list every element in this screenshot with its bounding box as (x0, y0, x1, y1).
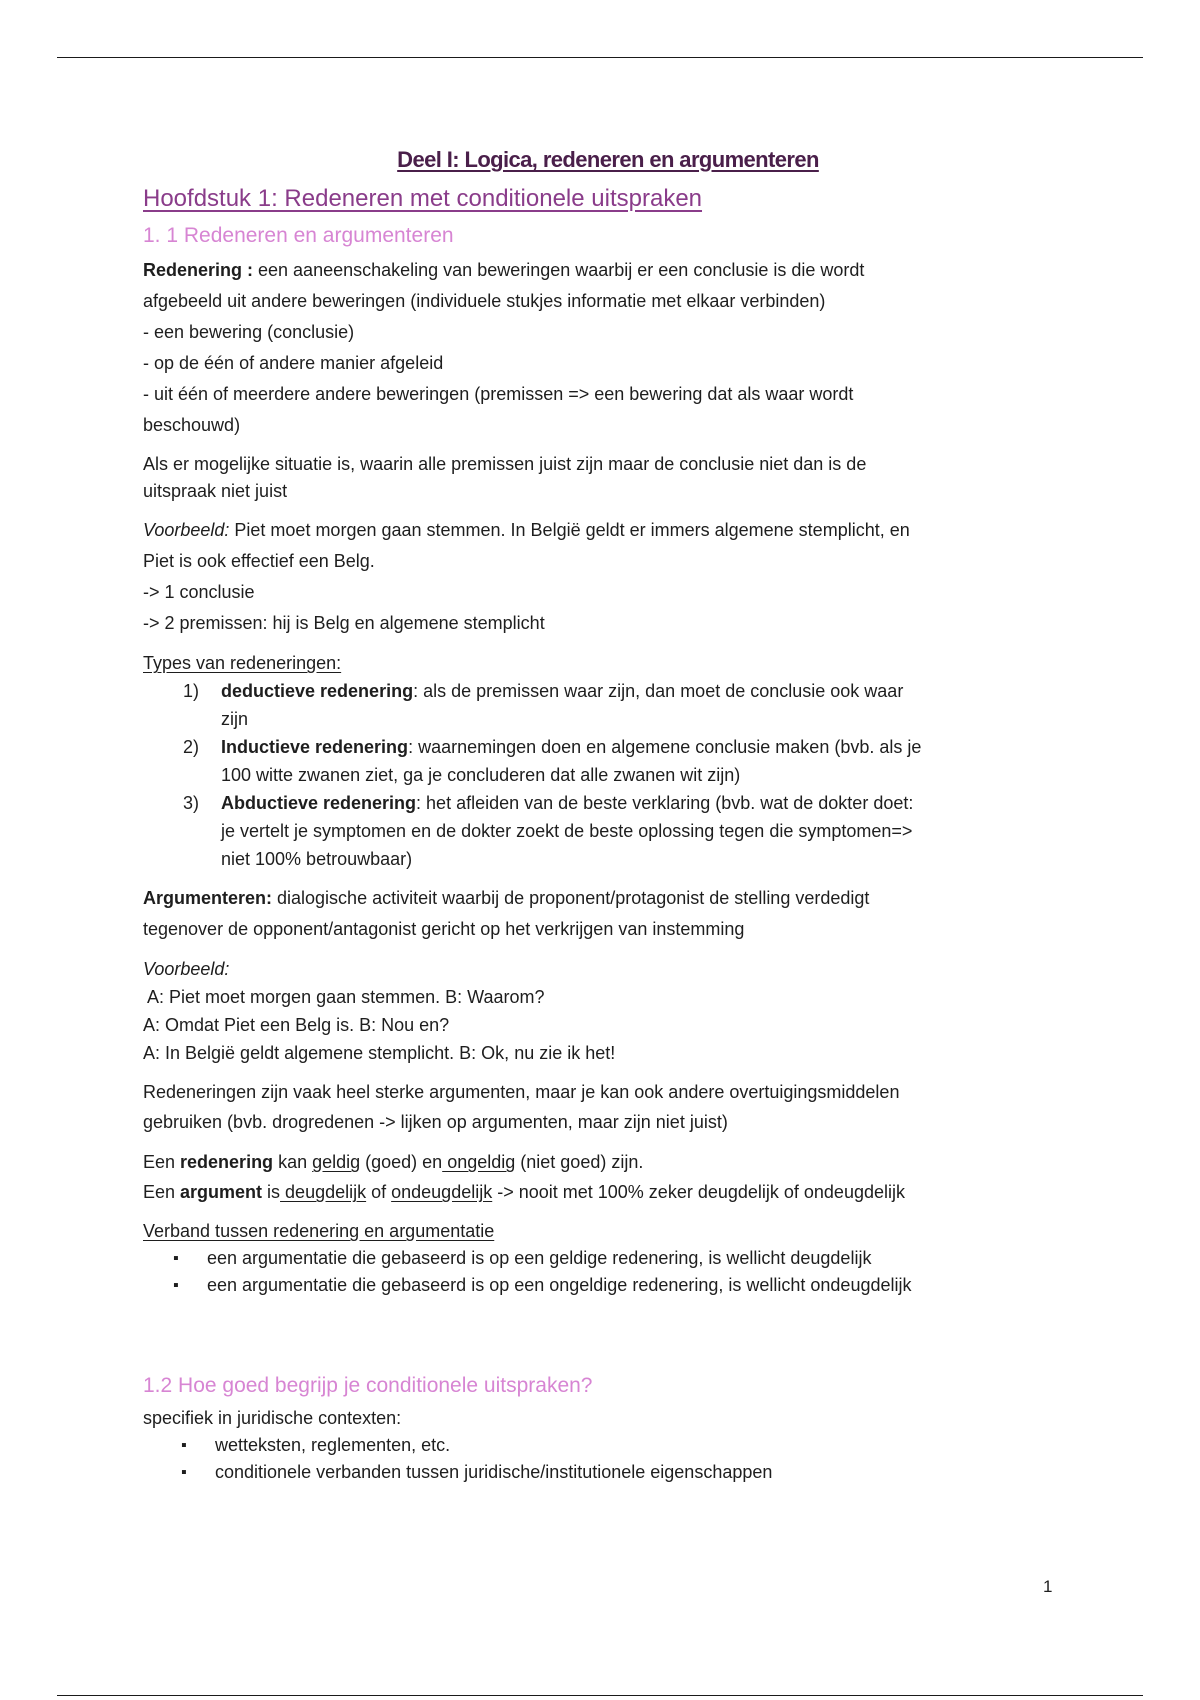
redenering-line: beschouwd) (143, 415, 241, 435)
example2-label (143, 955, 1073, 983)
example-arrow-1: -> 1 conclusie (143, 582, 255, 602)
type-text: : waarnemingen doen en algemene conclusie maken (bvb. als je (408, 737, 922, 757)
document-page (143, 140, 1073, 1486)
argumenteren-def-2: tegenover de opponent/antagonist gericht op het verkrijgen van instemming (143, 919, 745, 939)
square-bullet-icon: ▪ (181, 1437, 187, 1454)
text-fragment: -> nooit met 100% zeker deugdelijk of ondeugdelijk (492, 1182, 905, 1202)
example2-label-text: Voorbeeld: (143, 959, 230, 979)
geldig-underlined: geldig (312, 1152, 361, 1172)
example-arrow-2: -> 2 premissen: hij is Belg en algemene stemplicht (143, 613, 545, 633)
deugdelijk-line (143, 1177, 1073, 1207)
verband-item: een argumentatie die gebaseerd is op een ongeldige redenering, is wellicht ondeugdelijk (207, 1275, 912, 1295)
sterk-line-2: gebruiken (bvb. drogredenen -> lijken op argumenten, maar zijn niet juist) (143, 1112, 728, 1132)
argument-bold: argument (180, 1182, 263, 1202)
text-fragment: is (262, 1182, 281, 1202)
footer-rule (57, 1695, 1143, 1696)
verband-item: een argumentatie die gebaseerd is op een geldige redenering, is wellicht deugdelijk (207, 1248, 872, 1268)
header-rule (57, 57, 1143, 58)
verband-heading: Verband tussen redenering en argumentatie (143, 1221, 495, 1241)
types-list (143, 677, 1073, 873)
list-item (143, 677, 1073, 733)
redenering-def-1: een aaneenschakeling van beweringen waarbij er een conclusie is die wordt (253, 260, 865, 280)
list-number: 2) (183, 737, 200, 757)
part-title: Deel I: Logica, redeneren en argumenteren (397, 147, 819, 172)
list-number: 3) (183, 793, 200, 813)
redenering-bold: redenering (180, 1152, 274, 1172)
ongeldig-underlined: ongeldig (442, 1152, 516, 1172)
argumenteren-term: Argumenteren: (143, 888, 273, 908)
ondeugdelijk-underlined: ondeugdelijk (391, 1182, 493, 1202)
type-text: niet 100% betrouwbaar) (221, 849, 413, 869)
situatie-line-2: uitspraak niet juist (143, 481, 288, 501)
chapter-title: Hoofdstuk 1: Redeneren met conditionele uitspraken (143, 185, 703, 212)
text-fragment: Een (143, 1152, 181, 1172)
types-heading: Types van redeneringen: (143, 653, 342, 673)
text-fragment: (goed) en (360, 1152, 443, 1172)
text-fragment: kan (273, 1152, 313, 1172)
section-1-2-list (143, 1432, 1073, 1486)
list-item (143, 733, 1073, 789)
list-item (143, 1432, 1073, 1459)
example-label: Voorbeeld: (143, 520, 230, 540)
list-item (143, 1459, 1073, 1486)
text-fragment: Een (143, 1182, 181, 1202)
list-item (143, 1272, 1073, 1299)
redenering-definition (143, 255, 1073, 286)
redenering-def-2: afgebeeld uit andere beweringen (individuele stukjes informatie met elkaar verbinden) (143, 291, 826, 311)
redenering-line: - op de één of andere manier afgeleid (143, 353, 444, 373)
redenering-term: Redenering : (143, 260, 254, 280)
type-term: Abductieve redenering (221, 793, 417, 813)
deugdelijk-underlined: deugdelijk (280, 1182, 367, 1202)
dialogue-line: A: Omdat Piet een Belg is. B: Nou en? (143, 1015, 450, 1035)
example-text-1: Piet moet morgen gaan stemmen. In België geldt er immers algemene stemplicht, en (229, 520, 910, 540)
list-item (143, 789, 1073, 873)
argumenteren-def-1: dialogische activiteit waarbij de proponent/protagonist de stelling verdedigt (272, 888, 870, 908)
type-text: : het afleiden van de beste verklaring (bvb. wat de dokter doet: (416, 793, 914, 813)
example-text-2: Piet is ook effectief een Belg. (143, 551, 375, 571)
dialogue-line: A: In België geldt algemene stemplicht. B: Ok, nu zie ik het! (143, 1043, 616, 1063)
square-bullet-icon: ▪ (173, 1250, 179, 1267)
sterk-line-1: Redeneringen zijn vaak heel sterke argumenten, maar je kan ook andere overtuigingsmiddelen (143, 1082, 900, 1102)
section-1-2-item: conditionele verbanden tussen juridische/institutionele eigenschappen (215, 1462, 773, 1482)
situatie-line-1: Als er mogelijke situatie is, waarin alle premissen juist zijn maar de conclusie niet dan is de (143, 454, 867, 474)
section-title-1-2: 1.2 Hoe goed begrijp je conditionele uitspraken? (143, 1374, 593, 1397)
type-term: deductieve redenering (221, 681, 414, 701)
dialogue-line: A: Piet moet morgen gaan stemmen. B: Waarom? (143, 987, 545, 1007)
square-bullet-icon: ▪ (173, 1277, 179, 1294)
text-fragment: (niet goed) zijn. (515, 1152, 644, 1172)
verband-list (143, 1245, 1073, 1299)
text-fragment: of (366, 1182, 392, 1202)
type-text: : als de premissen waar zijn, dan moet de conclusie ook waar (413, 681, 904, 701)
section-1-2-intro: specifiek in juridische contexten: (143, 1408, 402, 1428)
type-text: je vertelt je symptomen en de dokter zoekt de beste oplossing tegen die symptomen=> (221, 821, 913, 841)
type-text: 100 witte zwanen ziet, ga je concluderen dat alle zwanen wit zijn) (221, 765, 741, 785)
list-number: 1) (183, 681, 200, 701)
geldig-line (143, 1147, 1073, 1177)
redenering-line: - een bewering (conclusie) (143, 322, 355, 342)
type-term: Inductieve redenering (221, 737, 409, 757)
argumenteren-definition (143, 883, 1073, 914)
square-bullet-icon: ▪ (181, 1464, 187, 1481)
example-paragraph (143, 515, 1073, 546)
redenering-line: - uit één of meerdere andere beweringen (premissen => een bewering dat als waar wordt (143, 384, 854, 404)
page-number: 1 (1043, 1577, 1053, 1596)
section-title-1-1: 1. 1 Redeneren en argumenteren (143, 224, 454, 247)
type-text: zijn (221, 709, 249, 729)
list-item (143, 1245, 1073, 1272)
section-1-2-item: wetteksten, reglementen, etc. (215, 1435, 451, 1455)
